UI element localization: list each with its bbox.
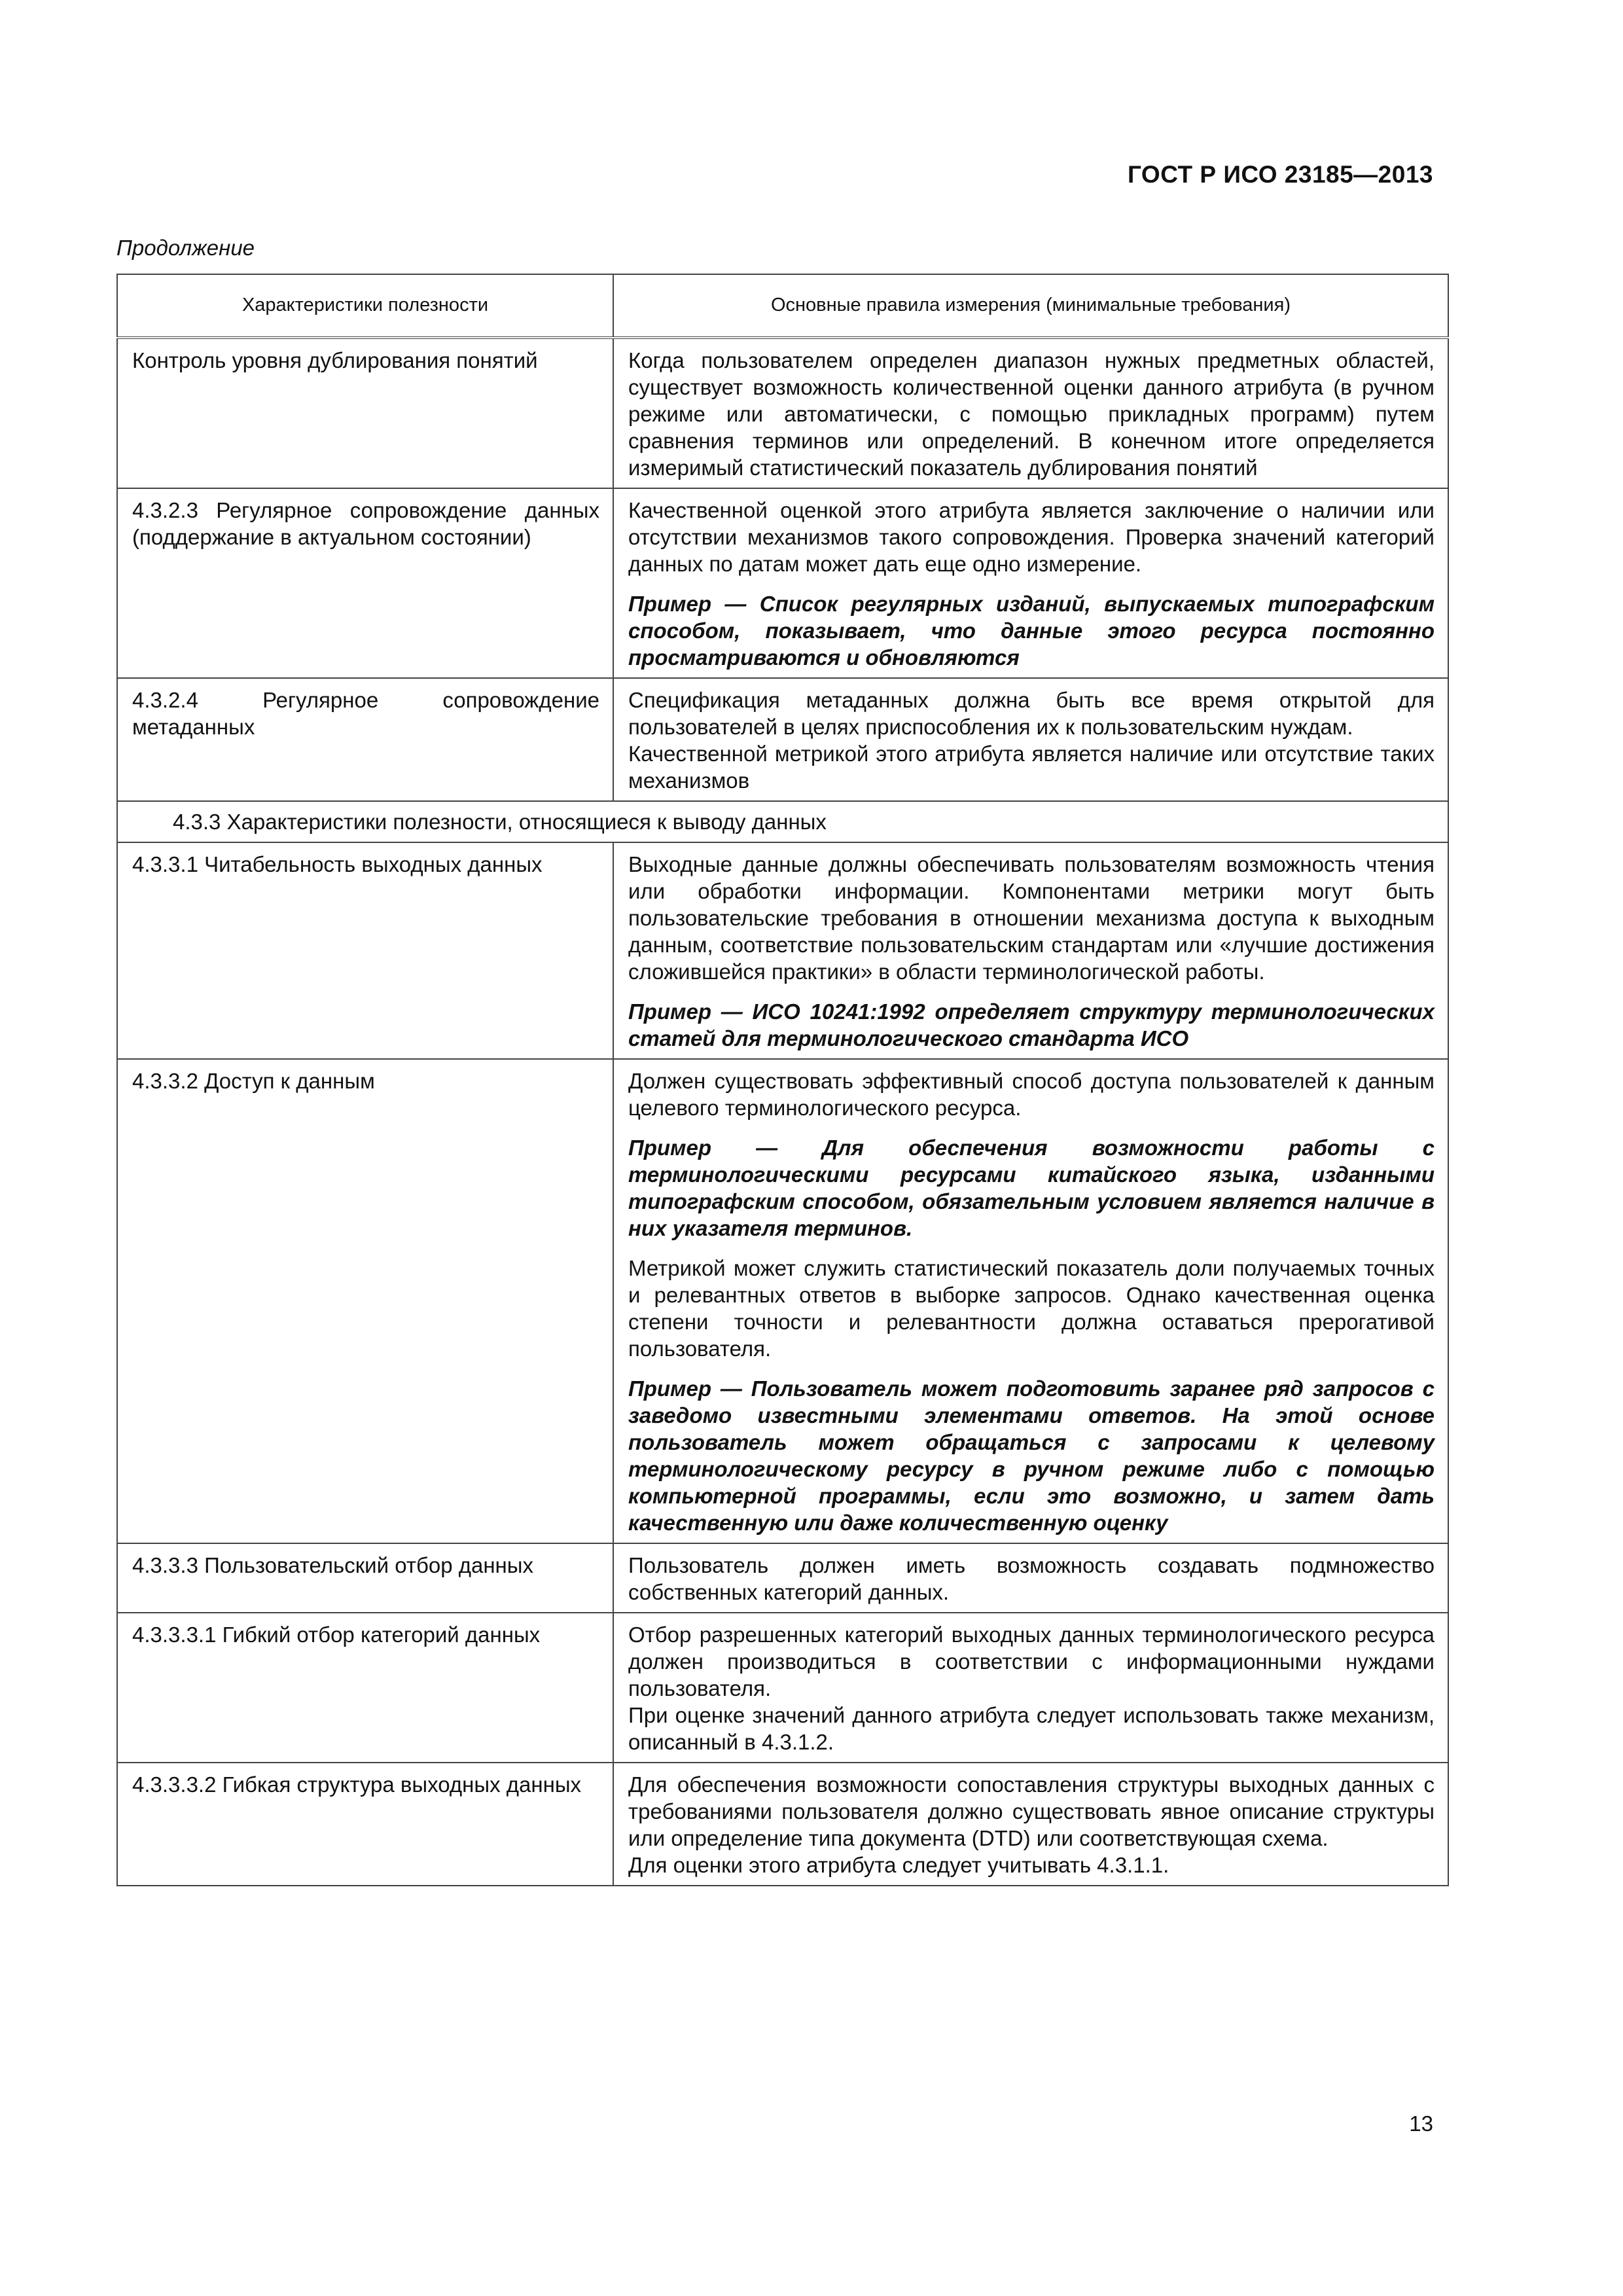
section-row [117,801,1448,842]
characteristic-label: 4.3.3.3.2 Гибкая структура выходных данных [132,1772,582,1797]
rule-text: Качественной метрикой этого атрибута является наличие или отсутствие таких механизмов [628,742,1435,793]
continuation-label: Продолжение [116,236,255,260]
rule-text: Для обеспечения возможности сопоставления структуры выходных данных с требованиями пользователя должно существовать явное описание структуры или определение типа документа (DTD) или соответствующая схема. [628,1772,1435,1850]
metrics-table [116,274,1449,1886]
characteristic-label: 4.3.2.3 Регулярное сопровождение данных (поддержание в актуальном состоянии) [132,498,599,549]
col-header-characteristics: Характеристики полезности [117,274,613,338]
rule-text: Для оценки этого атрибута следует учитывать 4.3.1.1. [628,1853,1169,1877]
page-number: 13 [1409,2111,1433,2136]
example-text: Пример — Для обеспечения возможности работы с терминологическими ресурсами китайского языка, изданными типографским способом, обязательным условием является наличие в них указателя терминов. [628,1136,1435,1240]
characteristic-label: 4.3.3.1 Читабельность выходных данных [132,852,543,876]
rule-text: Качественной оценкой этого атрибута является заключение о наличии или отсутствии механизмов такого сопровождения. Проверка значений категорий данных по датам может дать еще одно измерение. [628,498,1435,576]
characteristic-label: 4.3.3.2 Доступ к данным [132,1069,375,1093]
characteristic-label: 4.3.3.3.1 Гибкий отбор категорий данных [132,1623,541,1647]
rule-text: При оценке значений данного атрибута следует использовать также механизм, описанный в 4.3.1.2. [628,1703,1435,1754]
example-text: Пример — Пользователь может подготовить заранее ряд запросов с заведомо известными элементами ответов. На этой основе пользователь может обращаться с запросами к целевому терминологическому ресурсу в ручном режиме либо с помощью компьютерной программы, если это возможно, и затем дать качественную или даже количественную оценку [628,1376,1435,1535]
rule-text: Пользователь должен иметь возможность создавать подмножество собственных категорий данных. [628,1553,1435,1604]
table-header-row [117,274,1448,338]
characteristic-label: 4.3.3.3 Пользовательский отбор данных [132,1553,533,1577]
table-row [117,1613,1448,1763]
rule-text: Спецификация метаданных должна быть все время открытой для пользователей в целях приспособления их к пользовательским нуждам. [628,688,1435,739]
rule-text: Когда пользователем определен диапазон нужных предметных областей, существует возможность количественной оценки данного атрибута (в ручном режиме или автоматически, с помощью прикладных программ) путем сравнения терминов или определений. В конечном итоге определяется измеримый статистический показатель дублирования понятий [628,348,1435,480]
characteristic-label: 4.3.2.4 Регулярное сопровождение метаданных [132,688,599,739]
example-text: Пример — ИСО 10241:1992 определяет структуру терминологических статей для терминологического стандарта ИСО [628,999,1435,1050]
rule-text: Должен существовать эффективный способ доступа пользователей к данным целевого терминологического ресурса. [628,1069,1435,1120]
characteristic-label: Контроль уровня дублирования понятий [132,348,538,372]
table-row [117,1543,1448,1613]
document-header: ГОСТ Р ИСО 23185—2013 [1127,161,1433,188]
rule-text: Отбор разрешенных категорий выходных данных терминологического ресурса должен производиться в соответствии с информационными нуждами пользователя. [628,1623,1435,1700]
table-row [117,1059,1448,1543]
section-heading: 4.3.3 Характеристики полезности, относящиеся к выводу данных [117,801,1448,842]
rule-text: Выходные данные должны обеспечивать пользователям возможность чтения или обработки информации. Компонентами метрики могут быть пользовательские требования в отношении механизма доступа к выходным данным, соответствие пользовательским стандартам или «лучшие достижения сложившейся практики» в области терминологической работы. [628,852,1435,984]
example-text: Пример — Список регулярных изданий, выпускаемых типографским способом, показывает, что данные этого ресурса постоянно просматриваются и обновляются [628,592,1435,670]
table-row [117,1763,1448,1886]
rule-text: Метрикой может служить статистический показатель доли получаемых точных и релевантных ответов в выборке запросов. Однако качественная оценка степени точности и релевантности должна оставаться прерогативой пользователя. [628,1256,1435,1361]
table-row [117,488,1448,678]
table-row [117,678,1448,801]
table-row [117,842,1448,1059]
table-row [117,338,1448,488]
col-header-rules: Основные правила измерения (минимальные требования) [613,274,1448,338]
